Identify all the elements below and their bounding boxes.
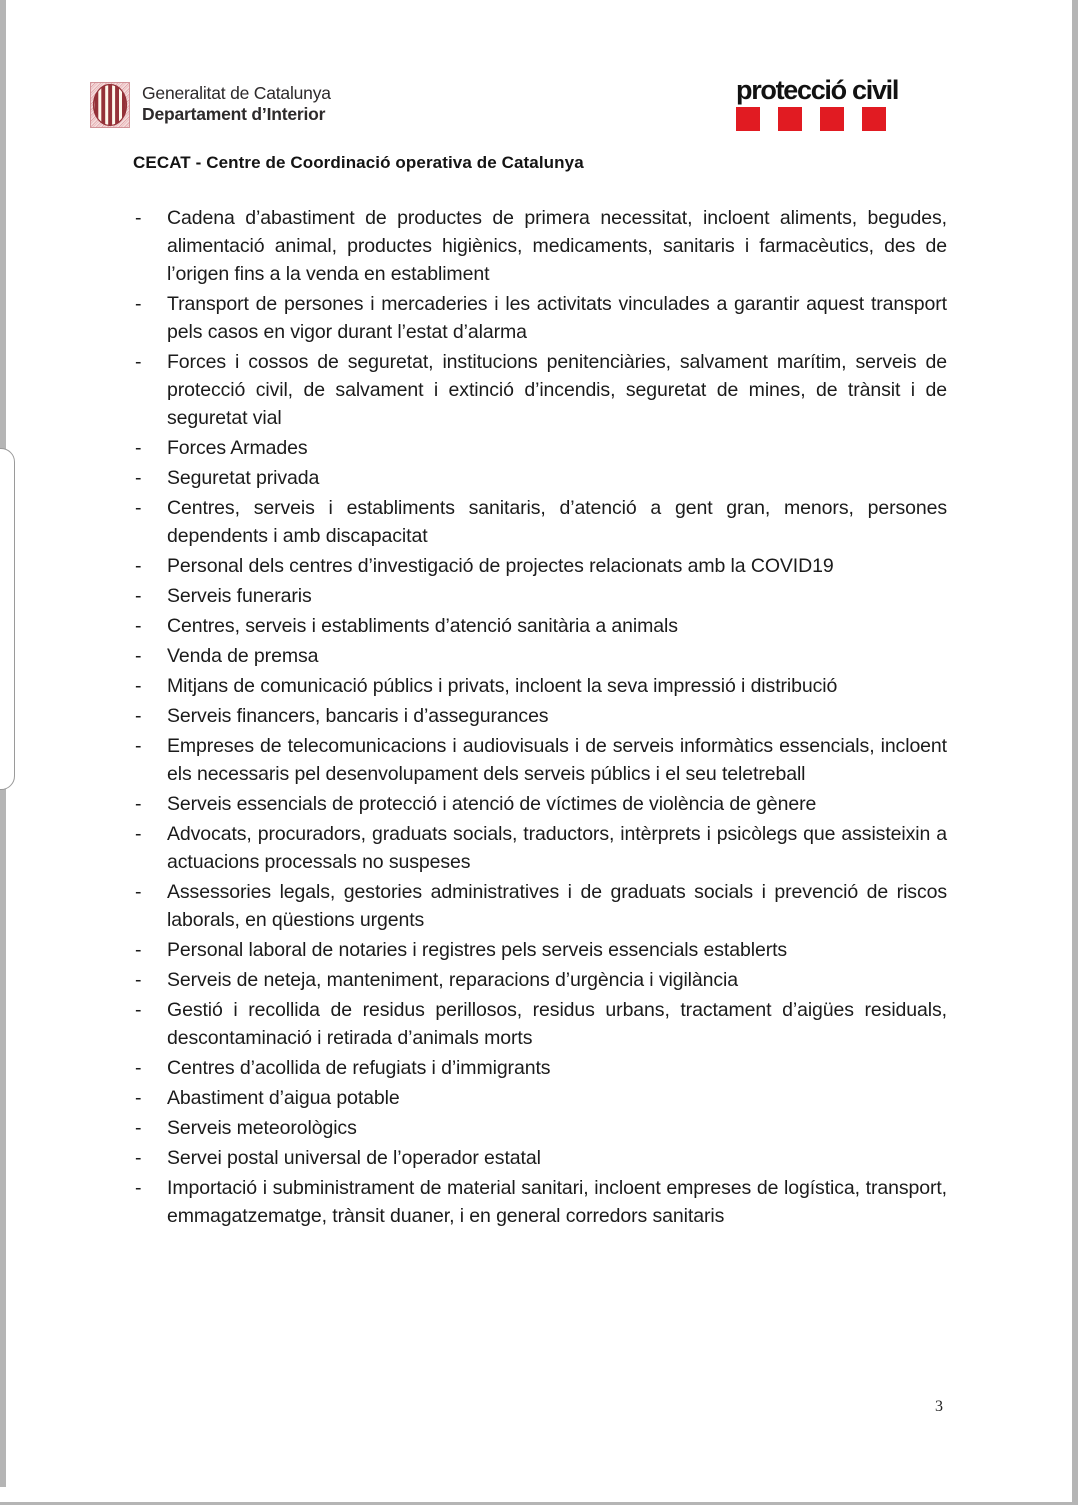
bullet-dash: - [135, 351, 142, 373]
list-item [135, 1084, 947, 1112]
bullet-dash: - [135, 615, 142, 637]
list-item-text: Serveis funeraris [167, 585, 312, 607]
list-item [135, 878, 947, 934]
list-item-text: Seguretat privada [167, 467, 320, 489]
list-item-text: Venda de premsa [167, 645, 319, 667]
list-item [135, 790, 947, 818]
list-item-text: Serveis financers, bancaris i d’assegurances [167, 705, 549, 727]
list-item [135, 966, 947, 994]
gencat-logo-block [90, 82, 331, 133]
bullet-dash: - [135, 675, 142, 697]
list-item [135, 936, 947, 964]
list-item [135, 996, 947, 1052]
list-item-text: Serveis meteorològics [167, 1117, 357, 1139]
bullet-dash: - [135, 823, 142, 845]
list-item [135, 1054, 947, 1082]
list-item [135, 642, 947, 670]
proteccio-civil-logo [736, 76, 898, 131]
list-item [135, 672, 947, 700]
list-item-text: Cadena d’abastiment de productes de primera necessitat, incloent aliments, begudes, alimentació animal, productes higiènics, medicaments, sanitaris i farmacèutics, des de l’origen fins a la venda en establiment [167, 207, 947, 285]
bullet-dash: - [135, 881, 142, 903]
bullet-dash: - [135, 999, 142, 1021]
bullet-dash: - [135, 645, 142, 667]
list-item [135, 702, 947, 730]
bullet-dash: - [135, 969, 142, 991]
bullet-dash: - [135, 735, 142, 757]
bullet-dash: - [135, 497, 142, 519]
bullet-dash: - [135, 939, 142, 961]
list-item-text: Centres d’acollida de refugiats i d’immigrants [167, 1057, 551, 1079]
list-item-text: Transport de persones i mercaderies i les activitats vinculades a garantir aquest transport pels casos en vigor durant l’estat d’alarma [167, 293, 947, 343]
bullet-dash: - [135, 1057, 142, 1079]
list-item [135, 732, 947, 788]
list-item-text: Serveis essencials de protecció i atenció de víctimes de violència de gènere [167, 793, 817, 815]
list-item-text: Serveis de neteja, manteniment, reparacions d’urgència i vigilància [167, 969, 739, 991]
bullet-dash: - [135, 793, 142, 815]
list-item-text: Centres, serveis i establiments d’atenció sanitària a animals [167, 615, 678, 637]
list-item [135, 612, 947, 640]
essential-services-list [135, 204, 947, 1232]
list-item-text: Forces Armades [167, 437, 308, 459]
brand-red-square [820, 107, 844, 131]
list-item [135, 1174, 947, 1230]
page-title: CECAT - Centre de Coordinació operativa de Catalunya [133, 153, 584, 172]
list-item-text: Empreses de telecomunicacions i audiovisuals i de serveis informàtics essencials, incloent els necessaris pel desenvolupament dels serveis públics i el seu teletreball [167, 735, 947, 785]
bullet-dash: - [135, 437, 142, 459]
department-name: Departament d’Interior [142, 104, 326, 124]
list-item [135, 464, 947, 492]
list-item [135, 820, 947, 876]
bullet-dash: - [135, 1117, 142, 1139]
bullet-dash: - [135, 555, 142, 577]
list-item [135, 348, 947, 432]
bullet-dash: - [135, 1177, 142, 1199]
bullet-dash: - [135, 293, 142, 315]
list-item-text: Personal laboral de notaries i registres pels serveis essencials establerts [167, 939, 788, 961]
bullet-dash: - [135, 207, 142, 229]
org-name: Generalitat de Catalunya [142, 83, 331, 103]
list-item [135, 290, 947, 346]
bullet-dash: - [135, 1147, 142, 1169]
bullet-dash: - [135, 585, 142, 607]
list-item [135, 1114, 947, 1142]
list-item-text: Centres, serveis i establiments sanitaris, d’atenció a gent gran, menors, persones dependents i amb discapacitat [167, 497, 947, 547]
list-item [135, 582, 947, 610]
list-item-text: Servei postal universal de l’operador estatal [167, 1147, 541, 1169]
list-item-text: Mitjans de comunicació públics i privats, incloent la seva impressió i distribució [167, 675, 838, 697]
list-item [135, 494, 947, 550]
list-item-text: Assessories legals, gestories administratives i de graduats socials i prevenció de riscos laborals, en qüestions urgents [167, 881, 947, 931]
page-number: 3 [935, 1398, 943, 1415]
list-item-text: Importació i subministrament de material sanitari, incloent empreses de logística, transport, emmagatzematge, trànsit duaner, i en general corredors sanitaris [167, 1177, 947, 1227]
bullet-dash: - [135, 467, 142, 489]
proteccio-civil-squares [736, 107, 898, 131]
side-drawer-handle[interactable] [0, 448, 15, 790]
bullet-dash: - [135, 705, 142, 727]
list-item-text: Abastiment d’aigua potable [167, 1087, 400, 1109]
list-item-text: Forces i cossos de seguretat, institucions penitenciàries, salvament marítim, serveis de protecció civil, de salvament i extinció d’incendis, seguretat de mines, de trànsit i de seguretat vial [167, 351, 947, 429]
proteccio-civil-label: protecció civil [736, 75, 899, 105]
list-item-text: Personal dels centres d’investigació de projectes relacionats amb la COVID19 [167, 555, 834, 577]
bullet-dash: - [135, 1087, 142, 1109]
list-item [135, 1144, 947, 1172]
senyera-logo-icon [90, 82, 130, 133]
brand-red-square [778, 107, 802, 131]
brand-red-square [736, 107, 760, 131]
list-item [135, 434, 947, 462]
list-item-text: Gestió i recollida de residus perillosos, residus urbans, tractament d’aigües residuals, descontaminació i retirada d’animals morts [167, 999, 947, 1049]
list-item-text: Advocats, procuradors, graduats socials, traductors, intèrprets i psicòlegs que assisteixin a actuacions processals no suspeses [167, 823, 947, 873]
viewer-edge-right [1072, 0, 1078, 1505]
list-item [135, 204, 947, 288]
brand-red-square [862, 107, 886, 131]
list-item [135, 552, 947, 580]
